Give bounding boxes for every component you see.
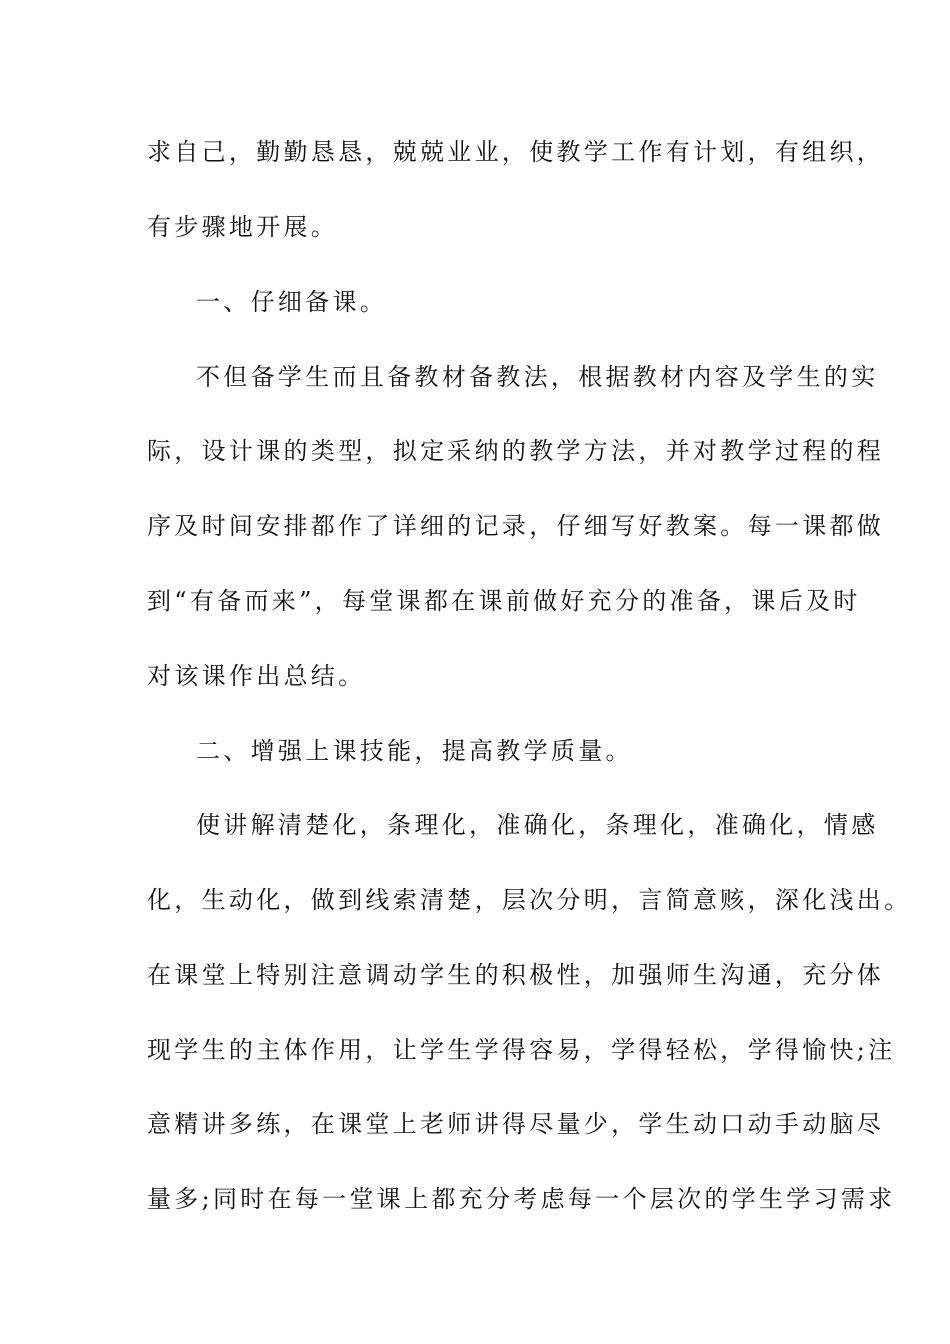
text-line: 化，生动化，做到线索清楚，层次分明，言简意赅，深化浅出。 bbox=[147, 886, 912, 914]
text-line: 对该课作出总结。 bbox=[147, 662, 366, 690]
text-line: 际，设计课的类型，拟定采纳的教学方法，并对教学过程的程 bbox=[147, 437, 885, 465]
text-line: 不但备学生而且备教材备教法，根据教材内容及学生的实 bbox=[196, 363, 879, 391]
text-line: 使讲解清楚化，条理化，准确化，条理化，准确化，情感 bbox=[196, 811, 879, 839]
text-line: 求自己，勤勤恳恳，兢兢业业，使教学工作有计划，有组织， bbox=[147, 138, 885, 166]
text-line: 意精讲多练，在课堂上老师讲得尽量少，学生动口动手动脑尽 bbox=[147, 1110, 885, 1138]
section-heading: 二、增强上课技能，提高教学质量。 bbox=[196, 737, 633, 765]
text-line: 有步骤地开展。 bbox=[147, 213, 339, 241]
text-line: 在课堂上特别注意调动学生的积极性，加强师生沟通，充分体 bbox=[147, 961, 885, 989]
text-line: 序及时间安排都作了详细的记录，仔细写好教案。每一课都做 bbox=[147, 512, 885, 540]
text-line: 现学生的主体作用，让学生学得容易，学得轻松，学得愉快;注 bbox=[147, 1036, 896, 1064]
text-line: 量多;同时在每一堂课上都充分考虑每一个层次的学生学习需求 bbox=[147, 1185, 896, 1213]
text-line: 到“有备而来”，每堂课都在课前做好充分的准备，课后及时 bbox=[147, 587, 861, 615]
section-heading: 一、仔细备课。 bbox=[196, 288, 388, 316]
